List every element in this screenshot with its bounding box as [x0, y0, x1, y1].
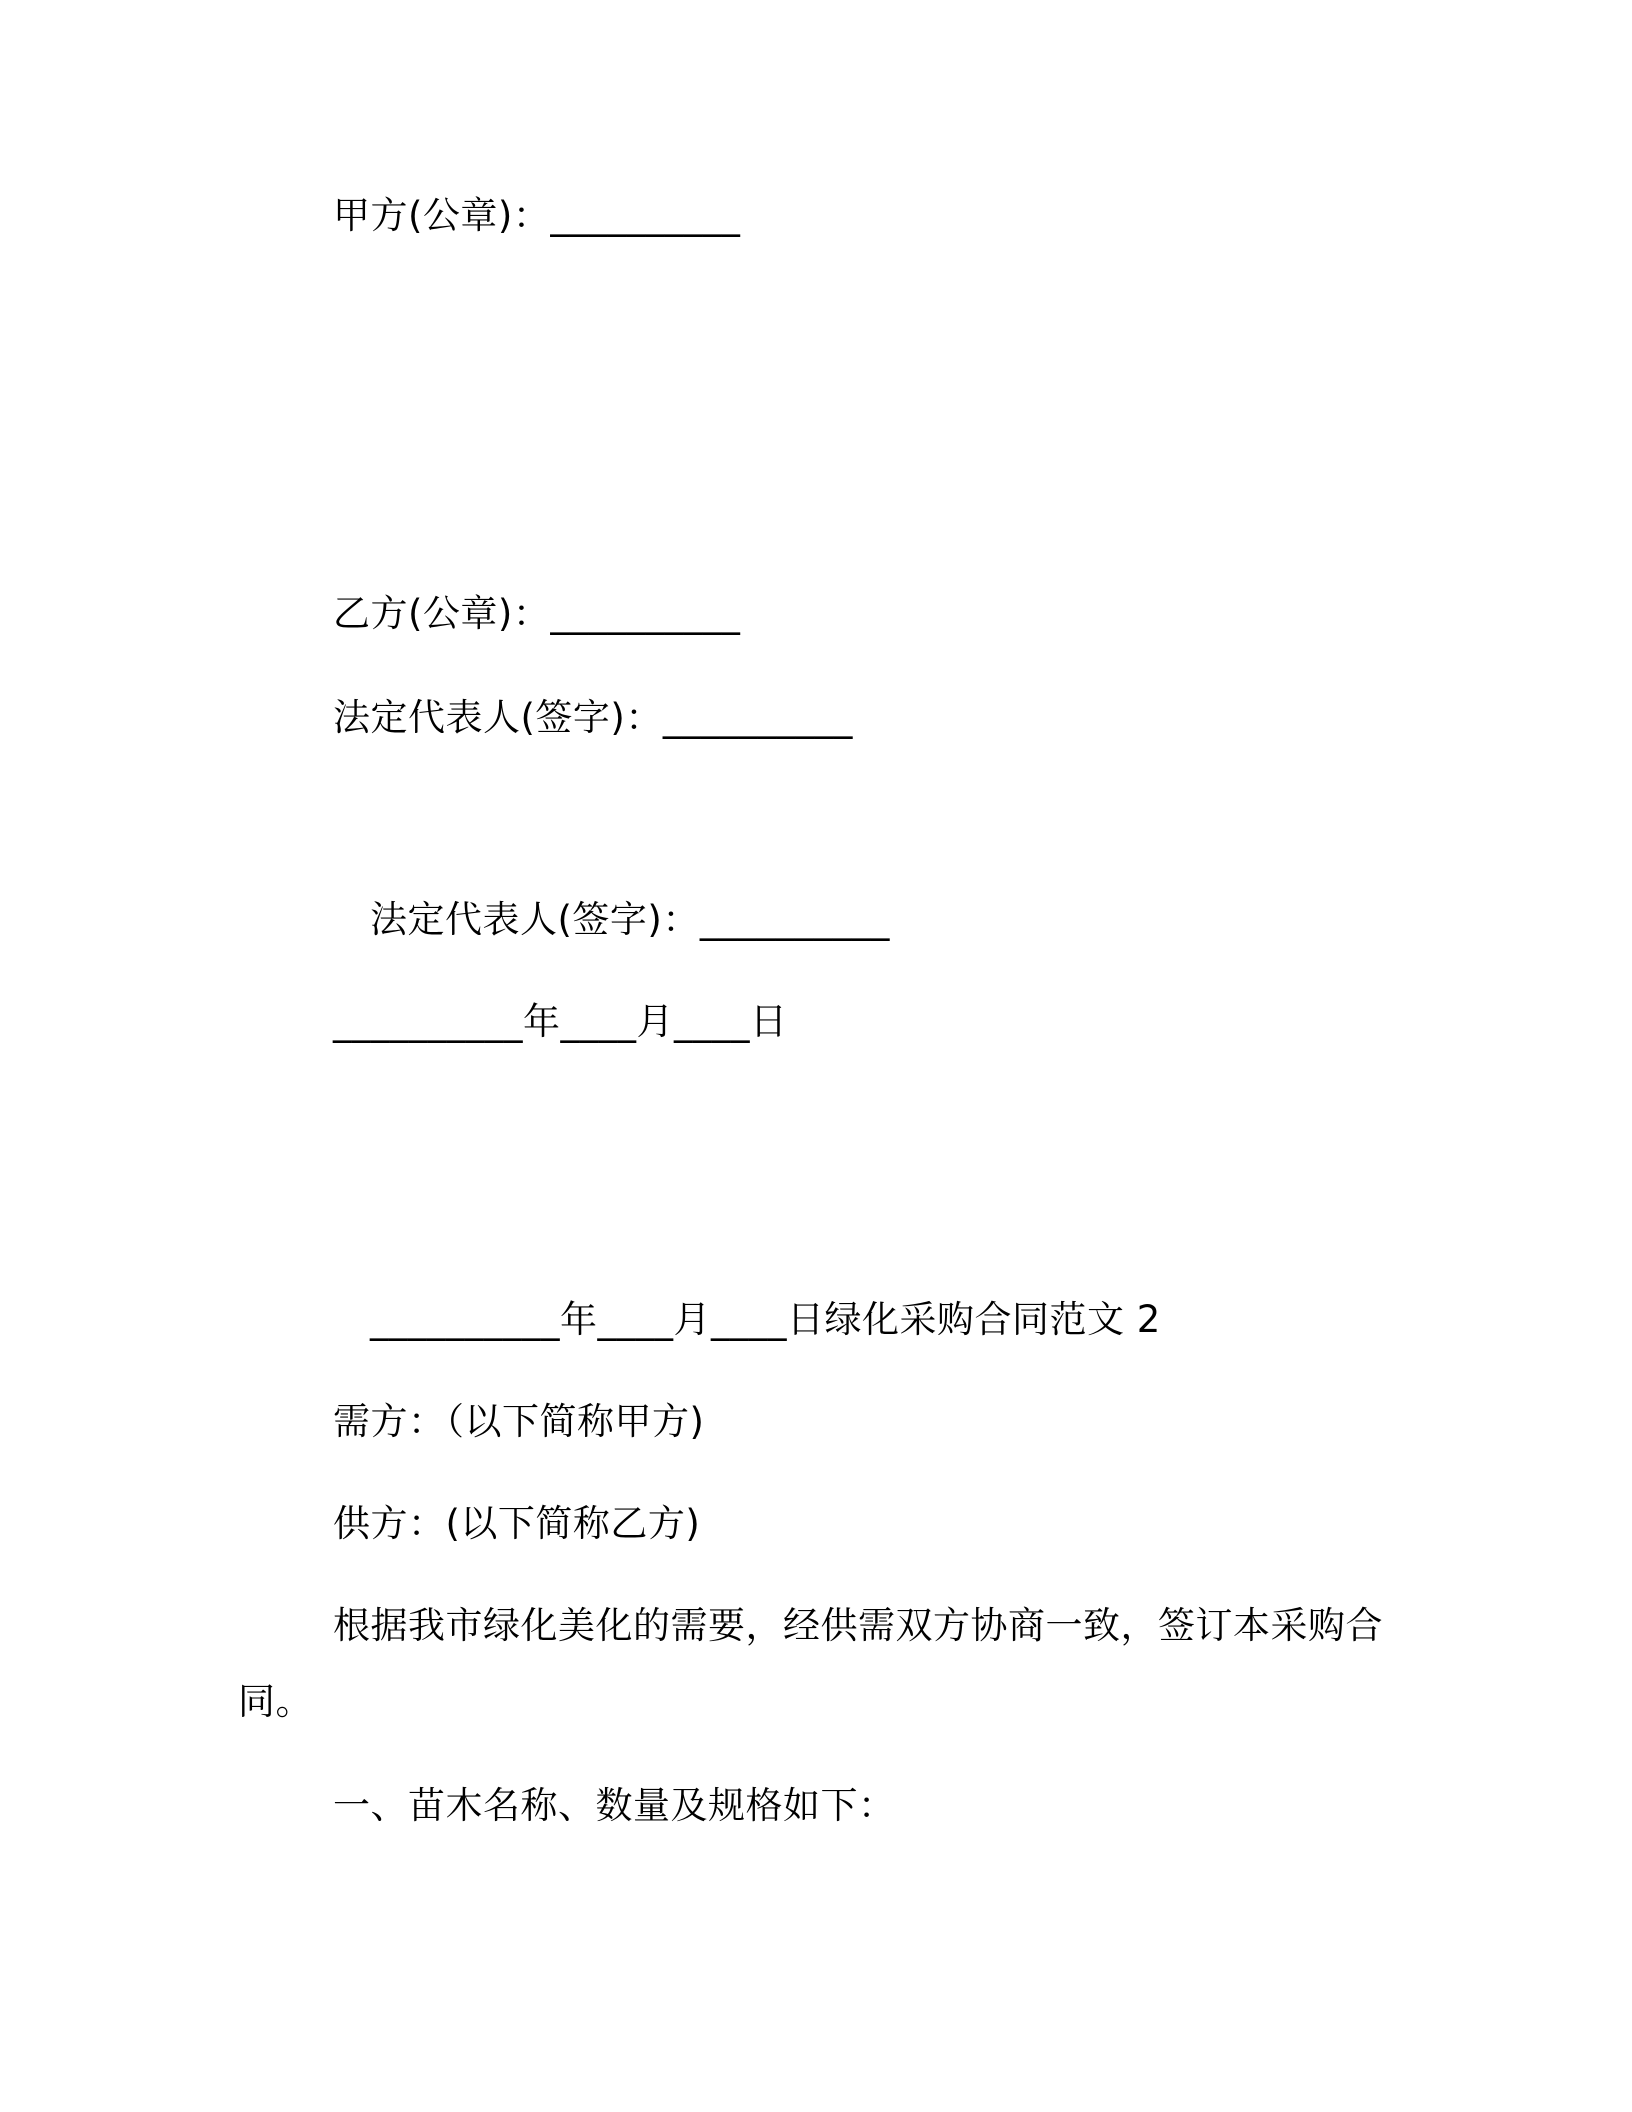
supplier-line: 供方：(以下简称乙方): [333, 1502, 701, 1545]
buyer-line: 需方：（以下简称甲方): [333, 1400, 705, 1443]
contract-title-line: __________年____月____日绿化采购合同范文 2: [370, 1298, 1161, 1341]
section-heading-1: 一、苗木名称、数量及规格如下：: [333, 1784, 896, 1827]
party-b-seal-line: 乙方(公章)：__________: [333, 592, 741, 635]
legal-representative-line-1: 法定代表人(签字)：__________: [333, 696, 853, 739]
legal-representative-line-2: 法定代表人(签字)：__________: [370, 898, 890, 941]
intro-paragraph-line-1: 根据我市绿化美化的需要，经供需双方协商一致，签订本采购合: [333, 1604, 1383, 1647]
party-a-seal-line: 甲方(公章)：__________: [333, 194, 741, 237]
signing-date-line: __________年____月____日: [333, 1000, 788, 1043]
intro-paragraph-line-2: 同。: [238, 1680, 313, 1723]
